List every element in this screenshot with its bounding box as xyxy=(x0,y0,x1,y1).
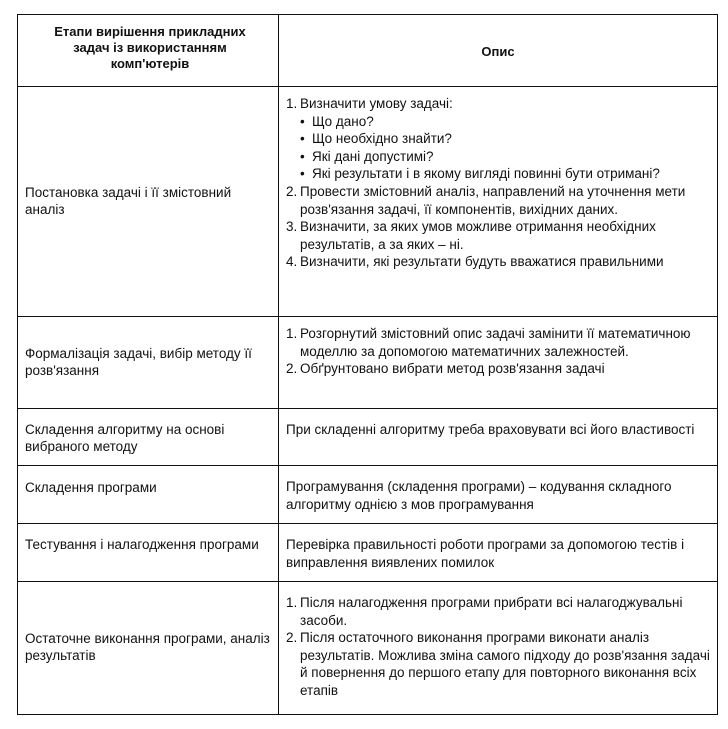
table-row xyxy=(17,581,718,715)
table-row xyxy=(17,408,718,465)
description-cell xyxy=(279,409,717,465)
list-item: 1. Визначити умову задачі: xyxy=(286,96,453,111)
list-item: • Що необхідно знайти? xyxy=(300,131,452,147)
description-cell xyxy=(279,466,717,523)
description-text: Перевірка правильності роботи програми за допомогою тестів і виправлення виявлених помилок xyxy=(286,537,685,570)
list-item: • Які результати і в якому вигляді повинні бути отримані? xyxy=(300,166,660,182)
description-text: При складенні алгоритму треба враховувати всі його властивості xyxy=(286,422,695,437)
stage-cell xyxy=(18,87,279,316)
table-row xyxy=(17,465,718,523)
stage-cell xyxy=(18,466,279,523)
stage-name: Постановка задачі і її змістовний аналіз xyxy=(25,185,232,217)
description-list xyxy=(286,95,711,271)
table-row xyxy=(17,86,718,316)
stage-name: Складення програми xyxy=(25,480,157,495)
description-cell xyxy=(279,317,717,408)
header-cell-stages xyxy=(18,15,279,86)
description-cell xyxy=(279,582,717,714)
stage-cell xyxy=(18,582,279,714)
stage-cell xyxy=(18,409,279,465)
list-item: 1. Після налагодження програми прибрати всі налагоджувальні засоби. xyxy=(286,595,683,628)
description-cell xyxy=(279,524,717,581)
table-header-row xyxy=(17,14,718,86)
list-item: • Які дані допустимі? xyxy=(300,148,434,164)
bullet-icon: • xyxy=(300,166,305,182)
stage-cell xyxy=(18,524,279,581)
description-list xyxy=(286,594,711,700)
bullet-icon: • xyxy=(300,113,305,129)
stage-name: Формалізація задачі, вибір методу її розв'язання xyxy=(25,346,252,378)
stage-name: Тестування і налагодження програми xyxy=(25,537,259,552)
list-item: 2. Після остаточного виконання програми виконати аналіз результатів. Можлива зміна самого підходу до розв'язання задачі й повернення до першого етапу для повторного виконання всіх етапів xyxy=(286,630,710,698)
list-item: 1. Розгорнутий змістовний опис задачі замінити її математичною моделлю за допомогою математичних залежностей. xyxy=(286,326,691,359)
stage-cell xyxy=(18,317,279,408)
bullet-icon: • xyxy=(300,148,305,164)
bullet-icon: • xyxy=(300,131,305,147)
stage-name: Остаточне виконання програми, аналіз результатів xyxy=(25,631,270,663)
header-cell-description xyxy=(279,15,717,86)
stage-name: Складення алгоритму на основі вибраного методу xyxy=(25,422,225,454)
table-row xyxy=(17,316,718,408)
header-stages-label: Етапи вирішення прикладних задач із використанням комп'ютерів xyxy=(54,24,246,71)
list-item: 3. Визначити, за яких умов можливе отримання необхідних результатів, а за яких – ні. xyxy=(286,219,656,252)
description-text: Програмування (складення програми) – кодування складного алгоритму однією з мов програмування xyxy=(286,479,672,512)
description-list xyxy=(286,325,711,378)
list-item: 4. Визначити, які результати будуть вважатися правильними xyxy=(286,254,664,270)
table-row xyxy=(17,523,718,581)
description-cell xyxy=(279,87,717,316)
list-item: 2. Обґрунтовано вибрати метод розв'язання задачі xyxy=(286,361,605,377)
header-description-label: Опис xyxy=(481,44,515,59)
list-item: 2. Провести змістовний аналіз, направлений на уточнення мети розв'язання задачі, її компонентів, вихідних даних. xyxy=(286,183,686,217)
list-item: • Що дано? xyxy=(300,113,374,129)
